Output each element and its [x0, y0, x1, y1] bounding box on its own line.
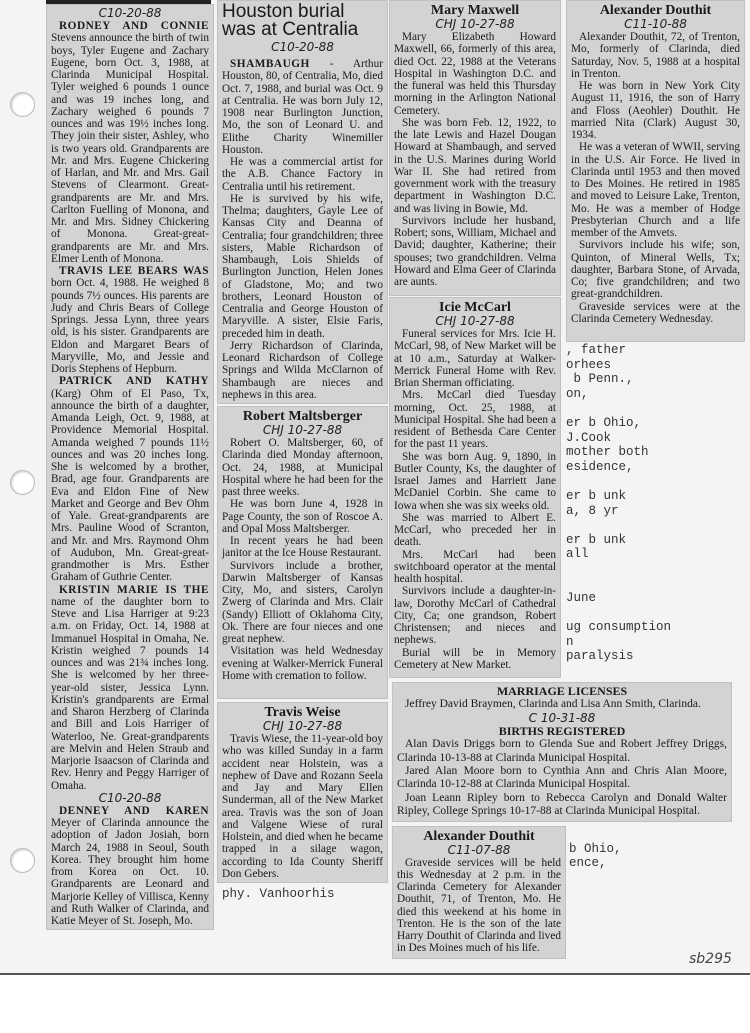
douthit-service-notice [392, 826, 566, 959]
typed-line: er b unk [566, 488, 627, 503]
typed-line: paralysis [566, 649, 634, 664]
typed-fragment: b Ohio, [569, 841, 622, 856]
paragraph: Mary Elizabeth Howard Maxwell, 66, formerly of this area, died Oct. 22, 1988 at the Veterans Hospital in Washington D.C. and the funeral was held this Thursday morning in the Arlington National Cemetery. [394, 31, 556, 117]
announcement-text: name of the daughter born to Steve and Lisa Harriger at 9:23 a.m. on Friday, Oct. 14, 1988 at Immanuel Hospital in Omaha, Ne. Kristin weighed 7 pounds 14 ounces and was 21¾ inches long. She is welcomed by her three-year-old sister, Jessica Lynn. Kristin's grandparents are Ermal and Sharon Herzberg of Clarinda and Bill and Lois Harriger of Waterloo, Ne. Great-grandparents are Melvin and Helen Straub and Marjorie Isaacson of Clarinda and Rev. Henry and Peggy Harriger of Omaha. [51, 595, 209, 792]
paragraph: Graveside services were at the Clarinda Cemetery Wednesday. [571, 300, 740, 325]
paragraph: Burial will be in Memory Cemetery at New Market. [394, 646, 556, 671]
typed-line: n [566, 634, 574, 649]
punch-hole [10, 848, 35, 873]
typed-line: er b Ohio, [566, 415, 642, 430]
paragraph: He was a commercial artist for the A.B. Chance Factory in Centralia until his retirement. [222, 156, 383, 193]
announcement-paragraph [51, 20, 209, 265]
announcement-text: Stevens announce the birth of twin boys, Tyler Eugene and Zachary Eugene, born Oct. 3, 1988, at Clarinda Municipal Hospital. Tyler weighed 6 pounds 1 ounce and was 19 inches long, and Zachary weighed 6 pounds 7 ounces and was 19½ inches long. They join their sister, Ashley, who is two years old. Grandparents are Mr. and Mrs. Eugene Chickering of Harlan, and Mr. and Mrs. Gail Stevens of Clearmont. Great-grandparents are Mr. and Mrs. Carlton Fuelling of Monona, and Mr. and Mrs. Sidney Chickering of Monona. Great-great-grandparents are Mr. and Mrs. Elmer Lenth of Monona. [51, 32, 209, 265]
date-note: C11-07-88 [447, 842, 511, 857]
date-note: CHJ 10-27-88 [262, 423, 343, 437]
paragraph: Survivors include a daughter-in-law, Dorothy McCarl of Cathedral City, Ca; one grandson, Robert Christensen; and nieces and nephews. [394, 585, 556, 647]
birth-entry: Alan Davis Driggs born to Glenda Sue and Robert Jeffrey Driggs, Clarinda 10-13-88 at Clarinda Municipal Hospital. [397, 738, 727, 764]
announcement-paragraph [51, 265, 209, 375]
announcement-paragraph [51, 805, 209, 928]
paragraph: Graveside services will be held this Wednesday at 2 p.m. in the Clarinda Cemetery for Alexander Douthit, 71, of Trenton, Mo. He died this weekend at his home in Trenton. He is the son of the late Harry Douthit of Clarinda and lived in Des Moines much of his life. [397, 856, 561, 955]
date-note: CHJ 10-27-88 [435, 314, 515, 328]
paragraph: Mrs. McCarl died Tuesday morning, Oct. 25, 1988, at Municipal Hospital. She had been a resident of Bethesda Care Center for the past 11 years. [394, 389, 556, 451]
typed-line: b Penn., [566, 372, 634, 387]
paragraph: She was born Feb. 12, 1922, to the late Lewis and Hazel Dougan Howard at Shambaugh, and served in the U.S. Marines during World War II. She had retired from government work with the treasury department in Washington D.C. and was living in Bowie, Md. [394, 116, 556, 215]
typed-line [566, 474, 745, 489]
announcement-lead: TRAVIS LEE BEARS WAS [59, 265, 209, 277]
paragraph: She was married to Albert E. McCarl, who preceded her in death. [394, 511, 556, 549]
typed-line [566, 562, 745, 577]
typed-line: on, [566, 386, 589, 401]
mccarl-obituary [389, 297, 561, 678]
typed-fragment: phy. Vanhoorhis [222, 887, 335, 901]
headline: Mary Maxwell [430, 3, 520, 18]
paragraph [222, 58, 383, 156]
announcement-paragraph [51, 584, 209, 792]
paragraph: Survivors include a brother, Darwin Maltsberger of Kansas City, Mo, and sisters, Carolyn Zwerg of Clarinda and Mrs. Clair (Sandy) Elliott of Oklahoma City, Ok. There are four nieces and one great nephew. [222, 559, 383, 645]
weise-obituary [217, 702, 388, 883]
paragraph: He was born June 4, 1928 in Page County, the son of Roscoe A. and Opal Moss Maltsberger. [222, 498, 383, 535]
date-note: C10-20-88 [271, 40, 334, 54]
records-clipping [392, 682, 732, 822]
headline: Icie McCarl [439, 300, 511, 315]
houston-obituary [217, 0, 388, 404]
typed-line: ug consumption [566, 620, 672, 635]
dateline: SHAMBAUGH [230, 58, 310, 70]
typed-line: er b unk [566, 532, 627, 547]
announcement-text: (Karg) Ohm of El Paso, Tx, announce the birth of a daughter, Amanda Leigh, Oct. 9, 1988, at Providence Memorial Hospital. Amanda weighed 7 pounds 11½ ounces and was 20 inches long. She is welcomed by a brother, Brad, age four. Grandparents are Eva and Eldon Fine of New Market and George and Bev Ohm of Yale. Great-grandparents are Mrs. Pauline Wood of Scranton, and Mr. and Mrs. Raymond Ohm of Audubon, Mn. Great-great-grandmother is Mrs. Esther Graham of Guthrie Center. [51, 387, 209, 584]
headline: Robert Maltsberger [242, 409, 363, 424]
announcement-lead: KRISTIN MARIE IS THE [59, 583, 209, 596]
punch-hole [10, 470, 35, 495]
headline: Houston burial was at Centralia [222, 1, 359, 40]
typed-line: a, 8 yr [566, 503, 619, 518]
announcement-lead: PATRICK AND KATHY [59, 375, 209, 388]
date-note: C11-10-88 [624, 17, 687, 31]
typed-line: June [566, 591, 597, 606]
paragraph: She was born Aug. 9, 1890, in Butler County, Ks, the daughter of Israel James and Harriett Jane McDaniel Corbin. She came to Iowa when she was six weeks old. [394, 450, 556, 512]
announcement-text: Meyer of Clarinda announce the adoption of Jadon Josiah, born March 24, 1988 in Seoul, South Korea. They brought him home from Korea on Oct. 10. Grandparents are Leonard and Marjorie Kelley of Villisca, Kenny and Ruth Walker of Clarinda, and Katie Meyer of St. Joseph, Mo. [51, 817, 209, 927]
date-note: C 10-31-88 [528, 710, 596, 725]
birth-entry: Jared Alan Moore born to Cynthia Ann and Chris Alan Moore, Clarinda 10-12-88 at Clarinda Municipal Hospital. [397, 765, 727, 791]
paragraph: He was a veteran of WWII, serving in the U.S. Air Force. He lived in Clarinda until 1953 and then moved to Des Moines. He retired in 1985 and moved to Leisure Lake, Trenton, Mo. He was a member of Hodge Presbyterian Church and a life member of the Amvets. [571, 141, 740, 239]
announcement-text: born Oct. 4, 1988. He weighed 8 pounds 7½ ounces. His parents are Judy and Chris Bears of College Springs. Jessa Lynn, three years old, is his sister. Grandparents are Eldon and Margaret Bears of Maryville, Mo, and Jessie and Doris Stephens of Hepburn. [51, 277, 209, 375]
paragraph: Alexander Douthit, 72, of Trenton, Mo, formerly of Clarinda, died Saturday, Nov. 5, 1988 at a hospital in Trenton. [571, 31, 740, 80]
typed-line: all [566, 547, 589, 562]
paragraph: Visitation was held Wednesday evening at Walker-Merrick Funeral Home with cremation to follow. [222, 645, 383, 682]
punch-hole [10, 92, 35, 117]
marriage-heading: MARRIAGE LICENSES [496, 684, 628, 698]
headline: Travis Weise [264, 705, 341, 720]
announcement-paragraph [51, 375, 209, 583]
announcement-lead: RODNEY AND CONNIE [59, 20, 209, 32]
paragraph: Jerry Richardson of Clarinda, Leonard Richardson of College Springs and Wilda McClarnon of Shambaugh are nieces and nephews in this area. [222, 339, 383, 401]
date-note: C10-20-88 [98, 790, 162, 805]
announcement-lead: DENNEY AND KAREN [59, 804, 209, 817]
typed-line: esidence, [566, 459, 634, 474]
birth-entry: Joan Leann Ripley born to Rebecca Carolyn and Donald Walter Ripley, College Springs 10-17-88 at Clarinda Municipal Hospital. [397, 791, 727, 818]
paragraph: Mrs. McCarl had been switchboard operator at the mental health hospital. [394, 548, 556, 585]
births-clipping [46, 4, 214, 930]
typed-line [566, 577, 745, 592]
paragraph: Survivors include his wife; son, Quinton, of Mineral Wells, Tx; daughter, Barbara Stone, of Arvada, Co; five grandchildren; and two great-grandchildren. [571, 239, 740, 301]
paragraph: Travis Wiese, the 11-year-old boy who was killed Sunday in a farm accident near Holstein, was a nephew of Dave and Rozann Seela and Jay and Mary Ellen Sunderman, all of the New Market area. Travis was the son of Joan and Valgene Wiese of rural Holstein, and died when he became trapped in a silage wagon, according to Ida County Sheriff Don Gebers. [222, 733, 383, 880]
paragraph: Survivors include her husband, Robert; sons, William, Michael and David; daughter, Katherine; their spouses; two grandchildren. Velma Howard and Elma Geer of Clarinda are aunts. [394, 214, 556, 288]
typed-line: orhees [566, 357, 612, 372]
headline: Alexander Douthit [599, 3, 712, 18]
typed-line [566, 606, 745, 621]
paragraph: He is survived by his wife, Thelma; daughters, Gayle Lee of Kansas City and Deanna of Centralia; four grandchildren; three sisters, Mable Richardson of Shambaugh, Lois Shields of Burlington Junction, Helen Jones of Gladstone, Mo; and two brothers, Leonard Houston of Centralia and George Houston of Maryville. A sister, Elsie Faris, preceded him in death. [222, 192, 383, 340]
page-number-note: sb295 [689, 950, 732, 967]
births-heading: BIRTHS REGISTERED [498, 723, 626, 738]
maltsberger-obituary [217, 406, 388, 699]
date-note: CHJ 10-27-88 [435, 17, 515, 31]
typed-line [566, 518, 745, 533]
marriage-entry: Jeffrey David Braymen, Clarinda and Lisa Ann Smith, Clarinda. [405, 698, 701, 711]
maxwell-obituary [389, 0, 561, 296]
paragraph: Funeral services for Mrs. Icie H. McCarl, 98, of New Market will be at 10 a.m., Saturday at Walker-Merrick Funeral Home with Rev. Brian Sherman officiating. [394, 328, 556, 389]
typed-line: J.Cook [566, 430, 612, 445]
date-note: CHJ 10-27-88 [262, 719, 343, 733]
typed-line: , father [566, 343, 627, 357]
paragraph: Robert O. Maltsberger, 60, of Clarinda died Monday afternoon, Oct. 24, 1988, at Municipal Hospital where he had been for the past three weeks. [222, 437, 383, 498]
typed-line [566, 401, 745, 416]
paragraph: In recent years he had been janitor at the Ice House Restaurant. [222, 535, 383, 560]
paragraph-text: - Arthur Houston, 80, of Centralia, Mo, died Oct. 7, 1988, and burial was Oct. 9 at Centralia. He was born July 12, 1908 near Burlington Junction, Mo, the son of Leonard U. and Elithe Charity Winemiller Houston. [222, 58, 383, 156]
typed-line: mother both [566, 445, 649, 460]
paragraph: He was born in New York City August 11, 1916, the son of Harry and Floss (Aeohler) Douthit. He married Nita (Clark) August 30, 1934. [571, 80, 740, 141]
headline: Alexander Douthit [423, 828, 535, 844]
typed-fragment: ence, [569, 856, 607, 871]
typed-record-text [566, 343, 745, 664]
douthit-obituary [566, 0, 745, 342]
date-note: C10-20-88 [98, 6, 162, 20]
